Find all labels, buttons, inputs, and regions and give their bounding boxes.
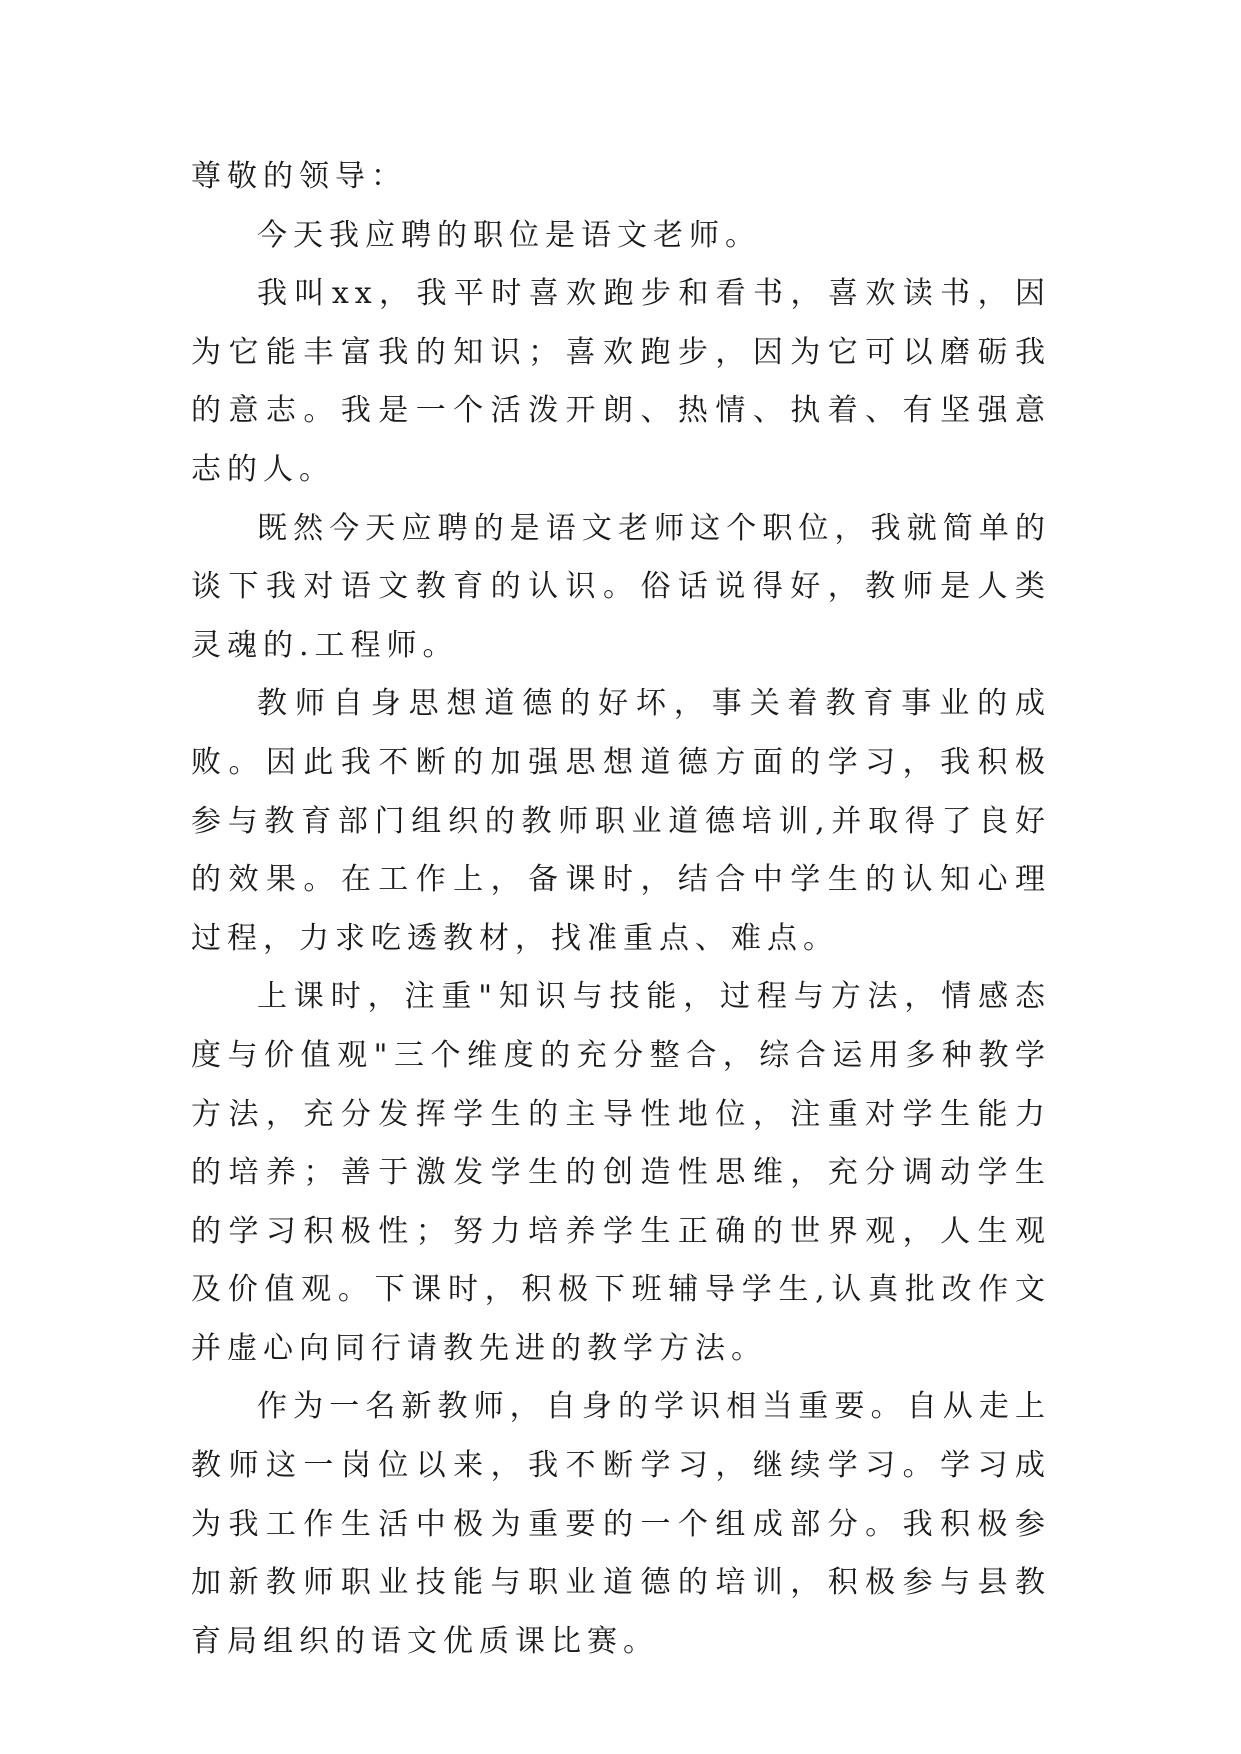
paragraph-self-intro: 我叫xx，我平时喜欢跑步和看书，喜欢读书，因为它能丰富我的知识；喜欢跑步，因为它可以磨砺我的意志。我是一个活泼开朗、热情、执着、有坚强意志的人。	[191, 276, 1051, 487]
salutation: 尊敬的领导：	[191, 159, 407, 194]
paragraph-teaching-method: 上课时，注重"知识与技能，过程与方法，情感态度与价值观"三个维度的充分整合，综合运用多种教学方法，充分发挥学生的主导性地位，注重对学生能力的培养；善于激发学生的创造性思维，充分调动学生的学习积极性；努力培养学生正确的世界观，人生观及价值观。下课时，积极下班辅导学生,认真批改作文并虚心向同行请教先进的教学方法。	[191, 979, 1051, 1366]
paragraph-education-view: 既然今天应聘的是语文老师这个职位，我就简单的谈下我对语文教育的认识。俗话说得好，教师是人类灵魂的.工程师。	[191, 510, 1051, 663]
paragraph-position: 今天我应聘的职位是语文老师。	[257, 217, 761, 253]
document-body	[191, 148, 1051, 1671]
paragraph-moral-study: 教师自身思想道德的好坏，事关着教育事业的成败。因此我不断的加强思想道德方面的学习，我积极参与教育部门组织的教师职业道德培训,并取得了良好的效果。在工作上，备课时，结合中学生的认知心理过程，力求吃透教材，找准重点、难点。	[191, 686, 1051, 956]
paragraph-continuous-learning: 作为一名新教师，自身的学识相当重要。自从走上教师这一岗位以来，我不断学习，继续学习。学习成为我工作生活中极为重要的一个组成部分。我积极参加新教师职业技能与职业道德的培训，积极参与县教育局组织的语文优质课比赛。	[191, 1389, 1051, 1659]
